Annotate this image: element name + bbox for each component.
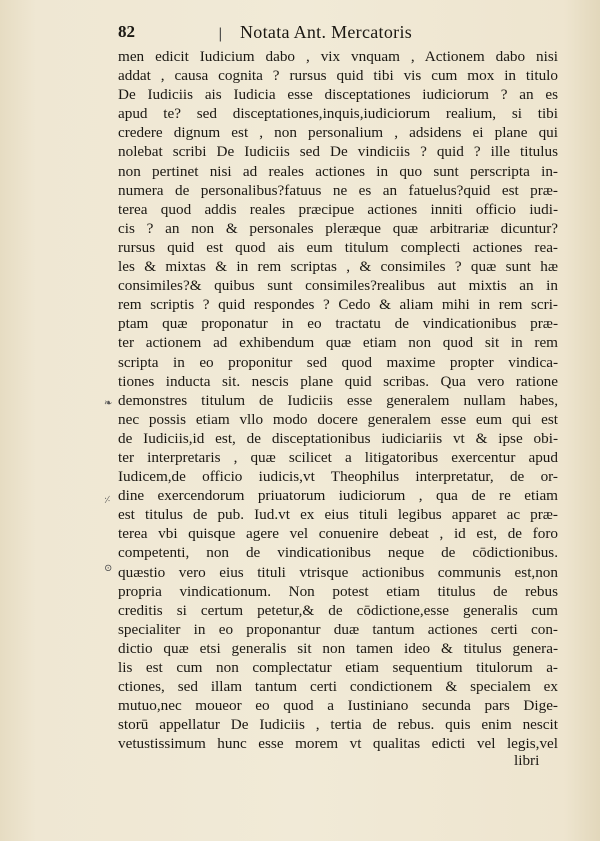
text-line: non pertinet nisi ad reales actiones in quo sunt perscripta in- [118,162,558,180]
text-line: dine exercendorum priuatorum iudiciorum , qua de re etiam [118,487,558,505]
text-line: est titulus de pub. Iud.vt ex eius tituli legibus apparet ac præ- [118,506,558,524]
text-line: terea quod addis reales præcipue actiones inniti officio iudi- [118,200,558,218]
text-line: terea vbi quisque agere vel conuenire debeat , id est, de foro [118,525,558,543]
text-line: numera de personalibus?fatuus ne es an fatuelus?quid est præ- [118,181,558,199]
text-line: storū appellatur De Iudiciis , tertia de rebus. quis enim nescit [118,716,558,734]
text-line: nec possis etiam vllo modo docere generalem esse eum qui est [118,410,558,428]
text-line: ter actionem ad exhibendum quæ etiam non quod sit in rem [118,334,558,352]
header-divider: | [218,26,223,42]
text-line: cis ? an non & personales pleræque quæ arbitrariæ dicuntur? [118,219,558,237]
text-line: men edicit Iudicium dabo , vix vnquam , Actionem dabo nisi [118,48,558,65]
text-line: nolebat scribi De Iudiciis sed De vindiciis ? quid ? ille titulus [118,143,558,161]
text-line: demonstres titulum de Iudiciis esse generalem nullam habes, [118,391,558,409]
text-line: ptam quæ proponatur in eo tractatu de vindicationibus præ- [118,315,558,333]
text-line: propria vindicationum. Non potest etiam titulus de rebus [118,582,558,600]
text-line: apud te? sed disceptationes,inquis,iudiciorum realium, si tibi [118,105,558,123]
page-header [118,22,564,44]
text-line: tiones inducta sit. nescis plane quid scribas. Qua vero ratione [118,372,558,390]
body-text [118,47,558,753]
margin-mark-pointer: ❧ [104,398,113,409]
text-line: specialiter in eo proponantur duæ tantum actiones certi con- [118,620,558,638]
folio-number: 82 [118,22,135,41]
text-line: credere dignum est , non personalium , adsidens ei plane qui [118,124,558,142]
text-line: les & mixtas & in rem scriptas , & consimiles ? quæ sunt hæ [118,258,558,276]
text-line: competenti, non de vindicationibus neque de cōdictionibus. [118,544,558,562]
text-line: mutuo,nec moueor eo quod a Iustiniano secunda pars Dige- [118,697,558,715]
text-line: consimiles?& quibus sunt consimiles?realibus aut mixtis an in [118,277,558,295]
text-line: addat , causa cognita ? rursus quid tibi vis cum mox in titulo [118,67,558,85]
text-line: vetustissimum hunc esse morem vt qualitas edicti vel legis,vel [118,735,558,753]
margin-mark-dash: ⸓ [104,495,111,506]
running-title: Notata Ant. Mercatoris [240,22,413,42]
text-line: lis est cum non complectatur etiam sequentium titulorum a- [118,659,558,676]
text-line: scripta in eo proponitur sed quod maxime propter vindica- [118,353,558,371]
catchword: libri [514,752,540,769]
text-line: quæstio vero eius tituli vtrisque actionibus communis est,non [118,563,558,581]
text-line: dictio quæ etsi generalis sit non tamen ideo & titulus genera- [118,639,558,657]
text-line: ter interpretaris , quæ scilicet a litigatoribus exercentur apud [118,448,558,466]
text-line: creditis si certum petetur,& de cōdictione,esse generalis cum [118,601,558,619]
text-line: Iudicem,de officio iudicis,vt Theophilus interpretatur, de or- [118,468,558,486]
text-line: De Iudiciis ais Iudicia esse disceptationes iudiciorum ? an es [118,86,558,104]
text-line: ctiones, sed illam tantum certi condictionem & specialem ex [118,678,558,696]
margin-mark-circle: ⊙ [104,563,113,574]
text-line: rem scriptis ? quid respondes ? Cedo & aliam mihi in rem scri- [118,296,558,314]
text-line: de Iudiciis,id est, de disceptationibus iudiciariis vt & ipse obi- [118,429,558,447]
text-line: rursus quid est quod ais eum titulum complecti actiones rea- [118,238,558,256]
